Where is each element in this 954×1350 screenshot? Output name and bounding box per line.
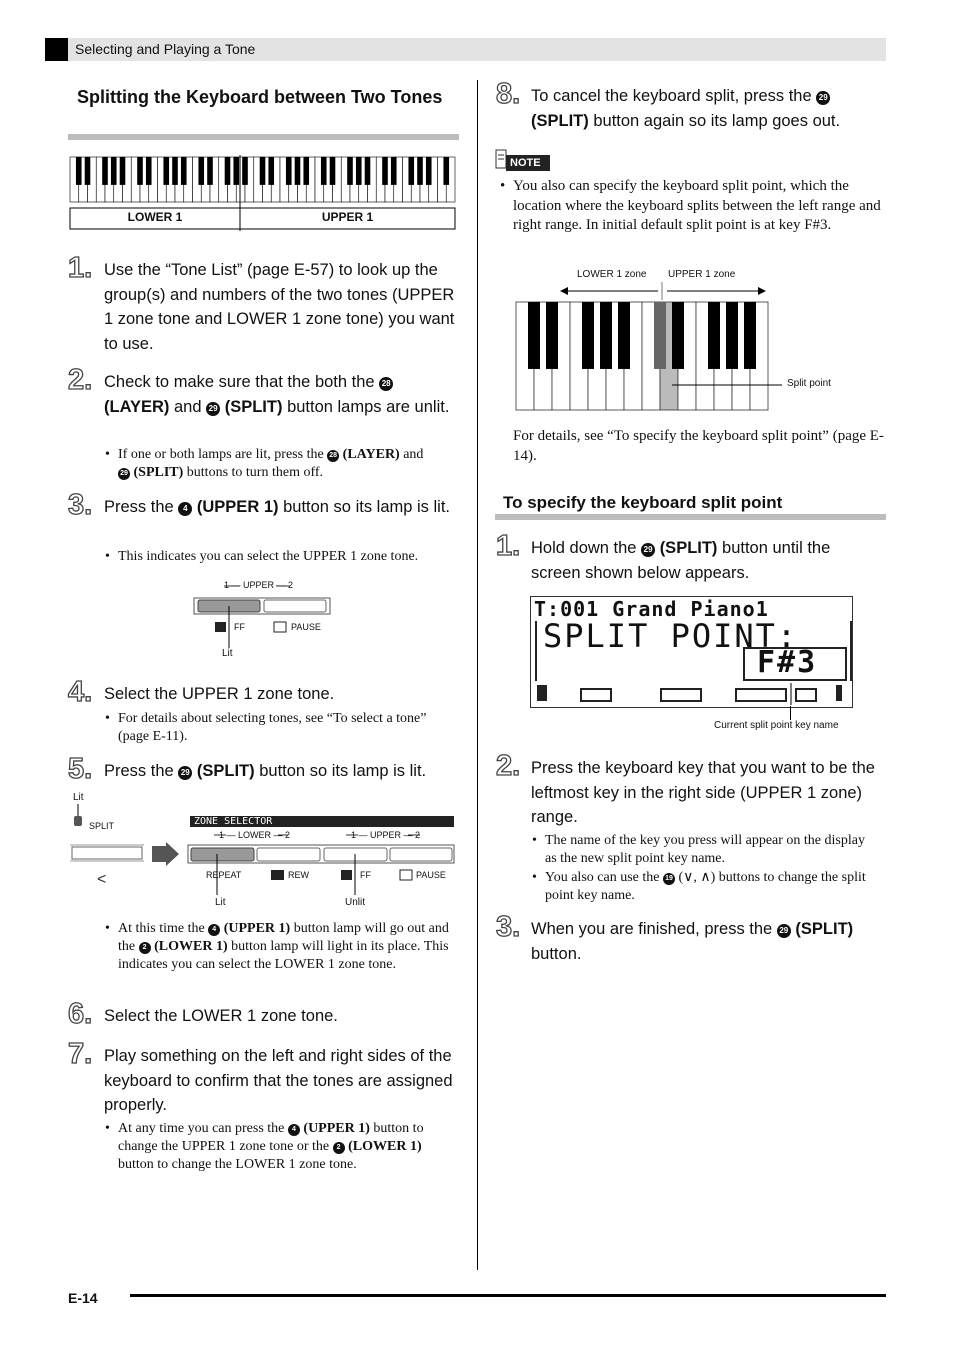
- black-key: [528, 302, 540, 369]
- right-step-1-text: Hold down the 29 (SPLIT) button until the screen shown below appears.: [531, 539, 831, 582]
- black-key: [356, 157, 362, 185]
- black-key: [330, 157, 336, 185]
- black-key: [163, 157, 169, 185]
- step-1-text: Use the “Tone List” (page E-57) to look up the group(s) and numbers of the two tones (UPPER 1 zone tone and LOWER 1 zone tone) you want to use.: [104, 261, 455, 353]
- header-marker: [45, 38, 68, 61]
- fig5-zone-selector: ZONE SELECTOR: [194, 816, 273, 827]
- fig5-pause: PAUSE: [416, 870, 446, 880]
- black-key: [408, 157, 414, 185]
- black-key: [600, 302, 612, 369]
- black-key: [546, 302, 558, 369]
- button-29-icon: 29: [641, 543, 655, 557]
- fig5-ff: FF: [360, 870, 371, 880]
- black-key: [286, 157, 292, 185]
- fig5-lit-top: Lit: [73, 792, 84, 803]
- header-title: Selecting and Playing a Tone: [75, 41, 256, 57]
- black-key: [146, 157, 152, 185]
- black-key: [365, 157, 371, 185]
- right-step-3-number: 3.: [496, 911, 521, 943]
- lcd-pointer: [790, 706, 791, 720]
- step-4-text: Select the UPPER 1 zone tone.: [104, 685, 335, 703]
- step-8-text: To cancel the keyboard split, press the 29 (SPLIT) button again so its lamp goes out.: [531, 87, 841, 130]
- split-lower-zone: LOWER 1 zone: [577, 269, 647, 280]
- black-key: [417, 157, 423, 185]
- subsection-title: To specify the keyboard split point: [503, 493, 783, 512]
- button-29-icon: 29: [777, 924, 791, 938]
- keyboard-lower-label: LOWER 1: [127, 210, 183, 224]
- lcd-key-name: F#3: [757, 645, 818, 680]
- black-key: [295, 157, 301, 185]
- step-2-number: 2.: [68, 364, 93, 396]
- black-key: [321, 157, 327, 185]
- step-3-text: Press the 4 (UPPER 1) button so its lamp is lit.: [104, 498, 450, 516]
- button-29-icon: 29: [178, 766, 192, 780]
- black-key: [85, 157, 91, 185]
- black-key: [726, 302, 738, 369]
- black-key: [172, 157, 178, 185]
- black-key: [426, 157, 432, 185]
- right-step-1-number: 1.: [496, 530, 521, 562]
- right-step-2-text: Press the keyboard key that you want to be the leftmost key in the right side (UPPER 1 zone) range.: [531, 759, 875, 826]
- keyboard-keys: [70, 157, 455, 202]
- step-2-bullet: • If one or both lamps are lit, press the 28 (LAYER) and 29 (SPLIT) buttons to turn them off.: [118, 446, 460, 482]
- step-5-bullet: • At this time the 4 (UPPER 1) button lamp will go out and the 2 (LOWER 1) button lamp will light in its place. This indicates you can select the LOWER 1 zone tone.: [118, 920, 460, 974]
- step-6-text: Select the LOWER 1 zone tone.: [104, 1007, 338, 1025]
- black-key: [102, 157, 108, 185]
- black-key: [303, 157, 309, 185]
- right-step-3-text: When you are finished, press the 29 (SPLIT) button.: [531, 920, 854, 963]
- black-key: [654, 302, 666, 369]
- step-7-text: Play something on the left and right sides of the keyboard to confirm that the tones are assigned properly.: [104, 1047, 453, 1114]
- fig5-rew: REW: [288, 870, 309, 880]
- button-29-icon: 29: [816, 91, 830, 105]
- fig5-lt-mark: <: [97, 871, 107, 888]
- fig5-upper-zone: 1 — UPPER — 2: [351, 830, 421, 840]
- step-7-bullet: • At any time you can press the 4 (UPPER 1) button to change the UPPER 1 zone tone or the 2 (LOWER 1) button to change the LOWER 1 zone tone.: [118, 1120, 460, 1174]
- black-key: [391, 157, 397, 185]
- black-key: [443, 157, 449, 185]
- black-key: [111, 157, 117, 185]
- black-key: [347, 157, 353, 185]
- button-29-icon: 29: [206, 402, 220, 416]
- step-5-number: 5.: [68, 753, 93, 785]
- black-key: [672, 302, 684, 369]
- step-4-number: 4.: [68, 676, 93, 708]
- black-key: [181, 157, 187, 185]
- footer-rule: [130, 1294, 886, 1297]
- step-1-number: 1.: [68, 252, 93, 284]
- black-key: [382, 157, 388, 185]
- split-keys: [516, 302, 768, 410]
- right-step-2-bullet-1: • The name of the key you press will appear on the display as the new split point key name.: [545, 832, 875, 868]
- column-divider: [477, 80, 478, 1270]
- black-key: [76, 157, 82, 185]
- right-step-2-number: 2.: [496, 750, 521, 782]
- subsection-rule: [495, 514, 886, 520]
- section-title: Splitting the Keyboard between Two Tones: [77, 87, 443, 107]
- step-6-number: 6.: [68, 998, 93, 1030]
- section-rule: [68, 134, 459, 140]
- fig3-lit-label: Lit: [222, 648, 233, 659]
- split-upper-zone: UPPER 1 zone: [668, 269, 736, 280]
- black-key: [233, 157, 239, 185]
- black-key: [708, 302, 720, 369]
- details-text: For details, see “To specify the keyboard split point” (page E-14).: [513, 428, 884, 464]
- note-bullet: • You also can specify the keyboard split point, which the location where the keyboard splits between the left range and right range. In initial default split point is at key F#3.: [500, 178, 881, 233]
- black-key: [198, 157, 204, 185]
- black-key: [207, 157, 213, 185]
- black-key: [242, 157, 248, 185]
- fig5-lower-zone: 1 — LOWER — 2: [219, 830, 291, 840]
- lcd-top-line: T:001 Grand Piano1: [534, 597, 769, 621]
- black-key: [618, 302, 630, 369]
- lcd-caption: Current split point key name: [714, 720, 839, 731]
- button-19-icon: 19: [663, 873, 675, 885]
- zone-selector-figure: [66, 792, 458, 912]
- fig3-pause-label: PAUSE: [291, 622, 321, 632]
- page-number: E-14: [68, 1290, 98, 1306]
- button-4-icon: 4: [178, 502, 192, 516]
- step-3-number: 3.: [68, 489, 93, 521]
- black-key: [268, 157, 274, 185]
- step-8-number: 8.: [496, 78, 521, 110]
- split-point-keyboard: [512, 280, 842, 415]
- note-label: NOTE: [510, 157, 541, 169]
- black-key: [137, 157, 143, 185]
- fig3-zone-label: 1 — UPPER — 2: [224, 580, 294, 590]
- black-key: [260, 157, 266, 185]
- split-point-label: Split point: [787, 378, 831, 389]
- step-2-text: Check to make sure that the both the 28 (LAYER) and 29 (SPLIT) button lamps are unlit.: [104, 373, 450, 416]
- black-key: [744, 302, 756, 369]
- black-key: [120, 157, 126, 185]
- upper-button-figure: [190, 578, 340, 663]
- fig5-repeat: REPEAT: [206, 870, 242, 880]
- fig5-split-label: SPLIT: [89, 821, 115, 831]
- black-key: [225, 157, 231, 185]
- keyboard-upper-label: UPPER 1: [321, 210, 374, 224]
- step-4-bullet: • For details about selecting tones, see “To select a tone” (page E-11).: [118, 710, 448, 746]
- step-3-bullet: • This indicates you can select the UPPER 1 zone tone.: [118, 548, 460, 566]
- right-step-2-bullet-2: • You also can use the 19 (∨, ∧) buttons to change the split point key name.: [545, 869, 875, 905]
- step-7-number: 7.: [68, 1038, 93, 1070]
- lcd-main-text: SPLIT POINT:: [543, 617, 799, 655]
- button-28-icon: 28: [379, 377, 393, 391]
- fig3-ff-label: FF: [234, 622, 245, 632]
- black-key: [582, 302, 594, 369]
- lcd-display: [530, 596, 853, 708]
- fig5-lit-label: Lit: [215, 897, 226, 908]
- fig5-unlit-label: Unlit: [345, 897, 366, 908]
- step-5-text: Press the 29 (SPLIT) button so its lamp is lit.: [104, 762, 427, 780]
